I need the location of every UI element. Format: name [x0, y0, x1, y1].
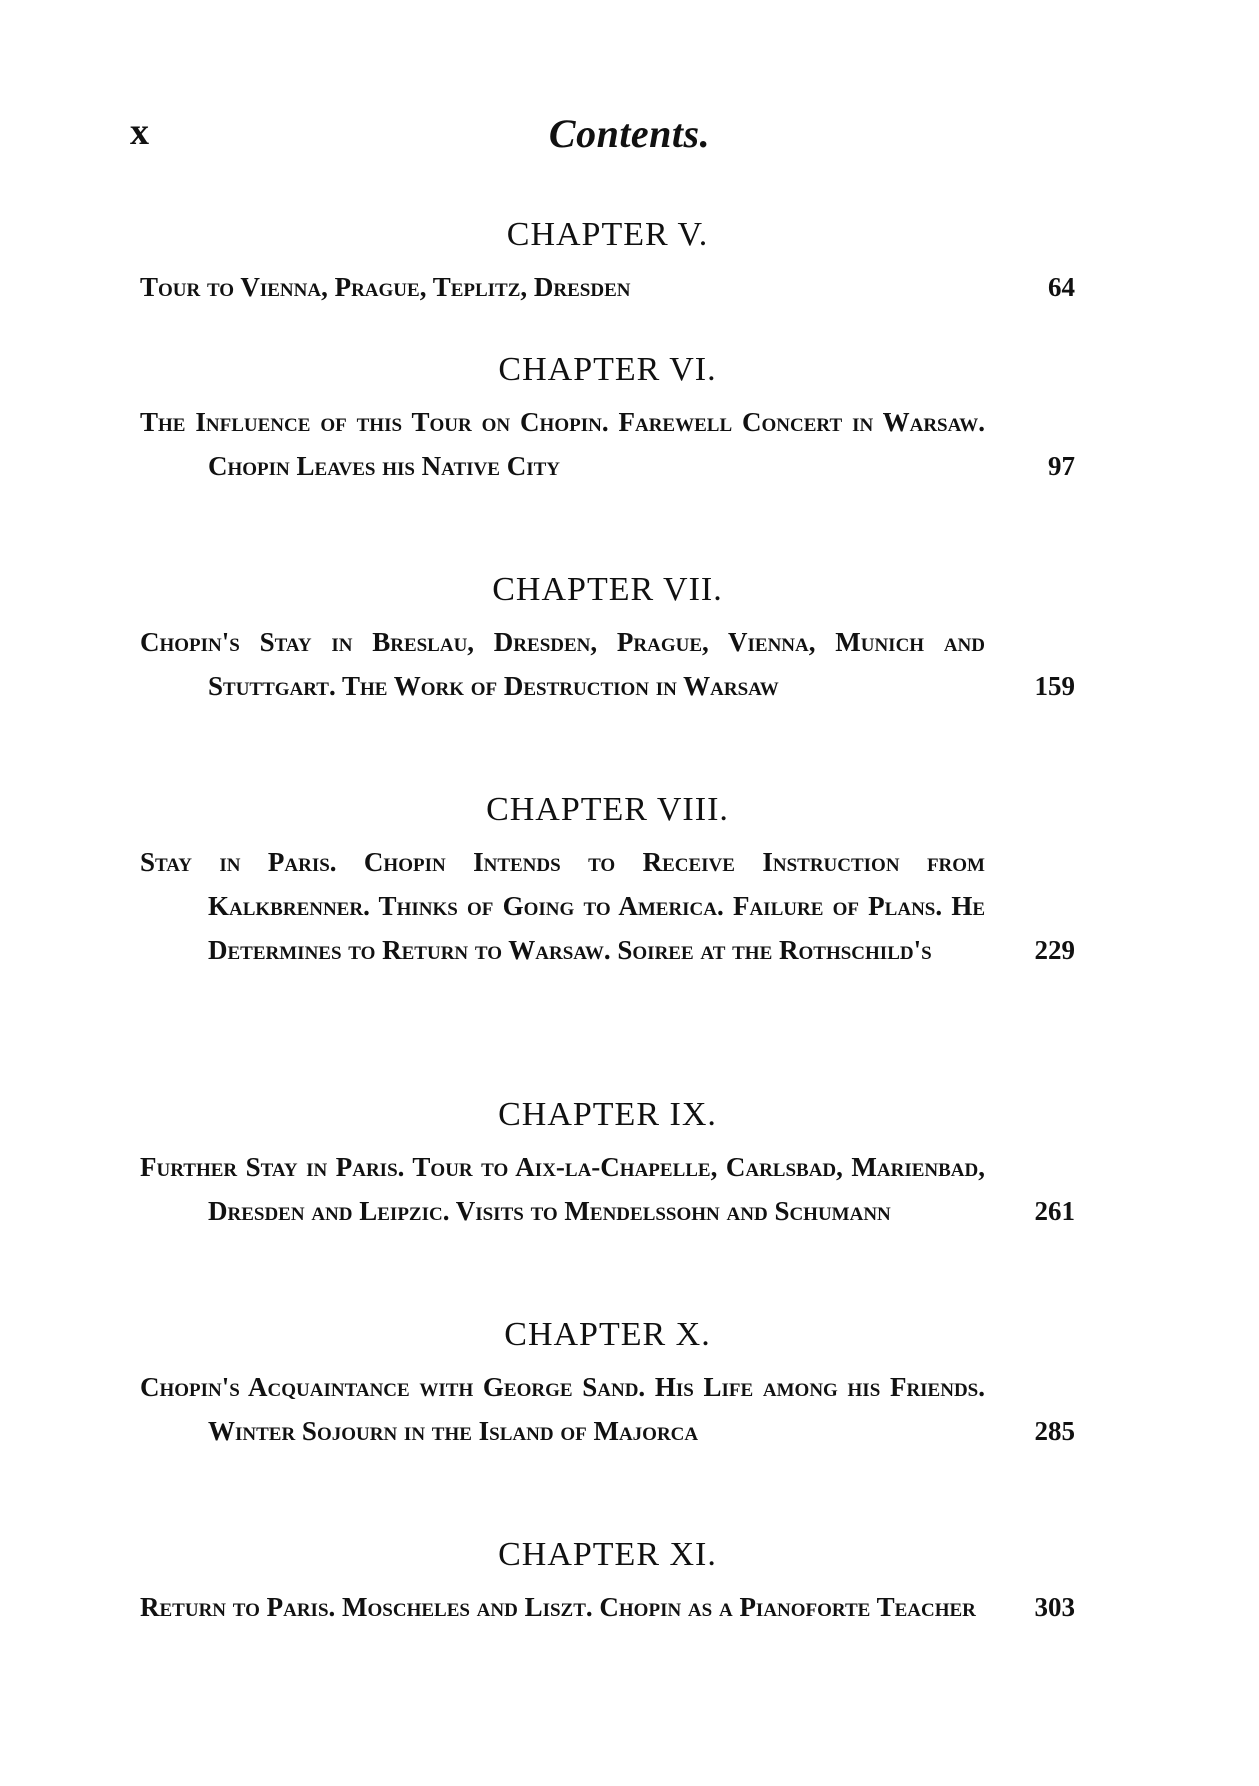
entry-title: Further Stay in Paris. Tour to Aix-la-Chapelle, Carlsbad, Marienbad, Dresden and Leipzic. Visits to Mendelssohn and Schumann [140, 1152, 985, 1226]
chapter-heading: CHAPTER IX. [498, 1096, 717, 1133]
chapter-xi [140, 1535, 1075, 1629]
chapter-ix [140, 1095, 1075, 1233]
chapter-heading: CHAPTER VI. [498, 351, 717, 388]
running-head: Contents. [548, 111, 711, 156]
toc-entry[interactable] [140, 1145, 1075, 1233]
chapter-x [140, 1315, 1075, 1453]
page-number: x [130, 111, 149, 153]
toc-entry[interactable] [140, 1585, 1075, 1629]
toc-entry[interactable] [140, 620, 1075, 708]
chapter-heading: CHAPTER XI. [498, 1536, 717, 1573]
entry-title: Stay in Paris. Chopin Intends to Receive Instruction from Kalkbrenner. Thinks of Going to America. Failure of Plans. He Determines to Return to Warsaw. Soiree at the Rothschild's [140, 847, 985, 965]
entry-title: Tour to Vienna, Prague, Teplitz, Dresden [140, 272, 631, 302]
entry-title: Chopin's Acquaintance with George Sand. His Life among his Friends. Winter Sojourn in the Island of Majorca [140, 1372, 985, 1446]
toc-entry[interactable] [140, 1365, 1075, 1453]
chapter-vi [140, 350, 1075, 488]
entry-page-number: 159 [1034, 671, 1075, 701]
chapter-heading: CHAPTER VII. [492, 571, 723, 608]
entry-page-number: 229 [1034, 935, 1075, 965]
entry-title: Chopin's Stay in Breslau, Dresden, Prague, Vienna, Munich and Stuttgart. The Work of Destruction in Warsaw [140, 627, 985, 701]
toc-entry[interactable] [140, 840, 1075, 972]
entry-page-number: 97 [1048, 451, 1075, 481]
chapter-vii [140, 570, 1075, 708]
toc-entry[interactable] [140, 265, 1075, 309]
toc-entry[interactable] [140, 400, 1075, 488]
entry-page-number: 303 [1034, 1592, 1075, 1622]
chapter-heading: CHAPTER VIII. [486, 791, 729, 828]
entry-title: The Influence of this Tour on Chopin. Farewell Concert in Warsaw. Chopin Leaves his Native City [140, 407, 985, 481]
entry-page-number: 261 [1034, 1196, 1075, 1226]
chapter-heading: CHAPTER X. [504, 1316, 711, 1353]
chapter-viii [140, 790, 1075, 972]
chapter-v [140, 215, 1075, 309]
entry-page-number: 285 [1034, 1416, 1075, 1446]
entry-title: Return to Paris. Moscheles and Liszt. Chopin as a Pianoforte Teacher [140, 1592, 976, 1622]
entry-page-number: 64 [1048, 272, 1075, 302]
chapter-heading: CHAPTER V. [506, 216, 709, 253]
